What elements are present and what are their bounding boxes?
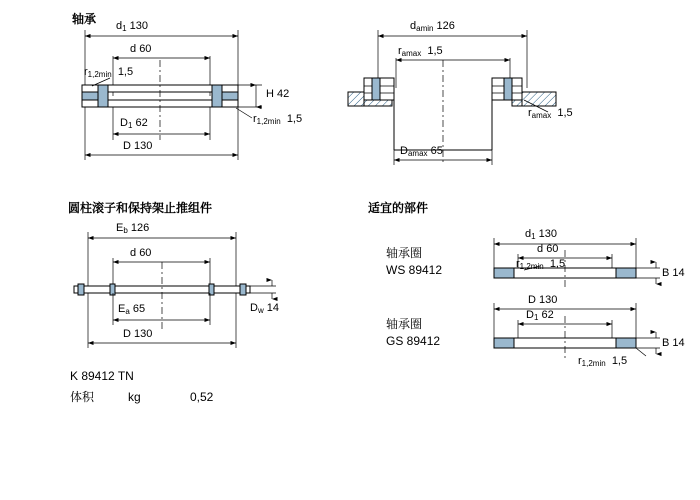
label-damin-126: $d_{amin}$ 126 bbox=[410, 20, 455, 33]
label-washer1-d1: $d_1$ 130 bbox=[525, 228, 557, 241]
label-washer2-D: D 130 bbox=[528, 294, 558, 306]
washer1-designation: WS 89412 bbox=[386, 263, 443, 277]
parts-section-title: 适宜的部件 bbox=[368, 201, 429, 215]
cage-mass-unit: kg bbox=[128, 390, 141, 404]
label-D-130: D 130 bbox=[123, 140, 153, 152]
cage-section-title: 圆柱滚子和保持架止推组件 bbox=[68, 201, 213, 215]
cage-designation: K 89412 TN bbox=[70, 369, 134, 383]
label-ramax-15: $r_{amax}$ 1,5 bbox=[398, 45, 443, 58]
label-r12min-right: $r_{1,2min}$ 1,5 bbox=[253, 113, 303, 126]
label-d1-130: $d_1$ 130 bbox=[116, 20, 148, 33]
cage-mass-value: 0,52 bbox=[190, 390, 214, 404]
bearing-section-title: 轴承 bbox=[72, 12, 97, 26]
label-washer2-B: B 14 bbox=[662, 337, 685, 349]
label-cage-D-130: D 130 bbox=[123, 328, 153, 340]
label-washer1-d: d 60 bbox=[537, 243, 559, 255]
label-washer2-D1: $D_1$ 62 bbox=[526, 309, 554, 322]
label-D1-62: $D_1$ 62 bbox=[120, 117, 148, 130]
cage-mass-label: 体积 bbox=[70, 390, 95, 404]
washer2-label: 轴承圈 bbox=[386, 317, 423, 331]
label-d-60: d 60 bbox=[130, 43, 152, 55]
label-Damax-65: $D_{amax}$ 65 bbox=[400, 145, 443, 158]
label-r12min-left: $r_{1,2min}$ 1,5 bbox=[84, 66, 134, 79]
label-Ea-65: $E_a$ 65 bbox=[118, 303, 146, 316]
label-Dw-14: $D_w$ 14 bbox=[250, 302, 280, 315]
label-washer1-r: $r_{1,2min}$ 1,5 bbox=[516, 258, 566, 271]
label-cage-d-60: d 60 bbox=[130, 247, 152, 259]
washer2-designation: GS 89412 bbox=[386, 334, 441, 348]
label-H-42: H 42 bbox=[266, 88, 290, 100]
label-Eb-126: $E_b$ 126 bbox=[116, 222, 150, 235]
washer1-label: 轴承圈 bbox=[386, 246, 423, 260]
label-washer2-r: $r_{1,2min}$ 1,5 bbox=[578, 355, 628, 368]
label-ramax-right: $r_{amax}$ 1,5 bbox=[528, 107, 573, 120]
label-washer1-B: B 14 bbox=[662, 267, 685, 279]
